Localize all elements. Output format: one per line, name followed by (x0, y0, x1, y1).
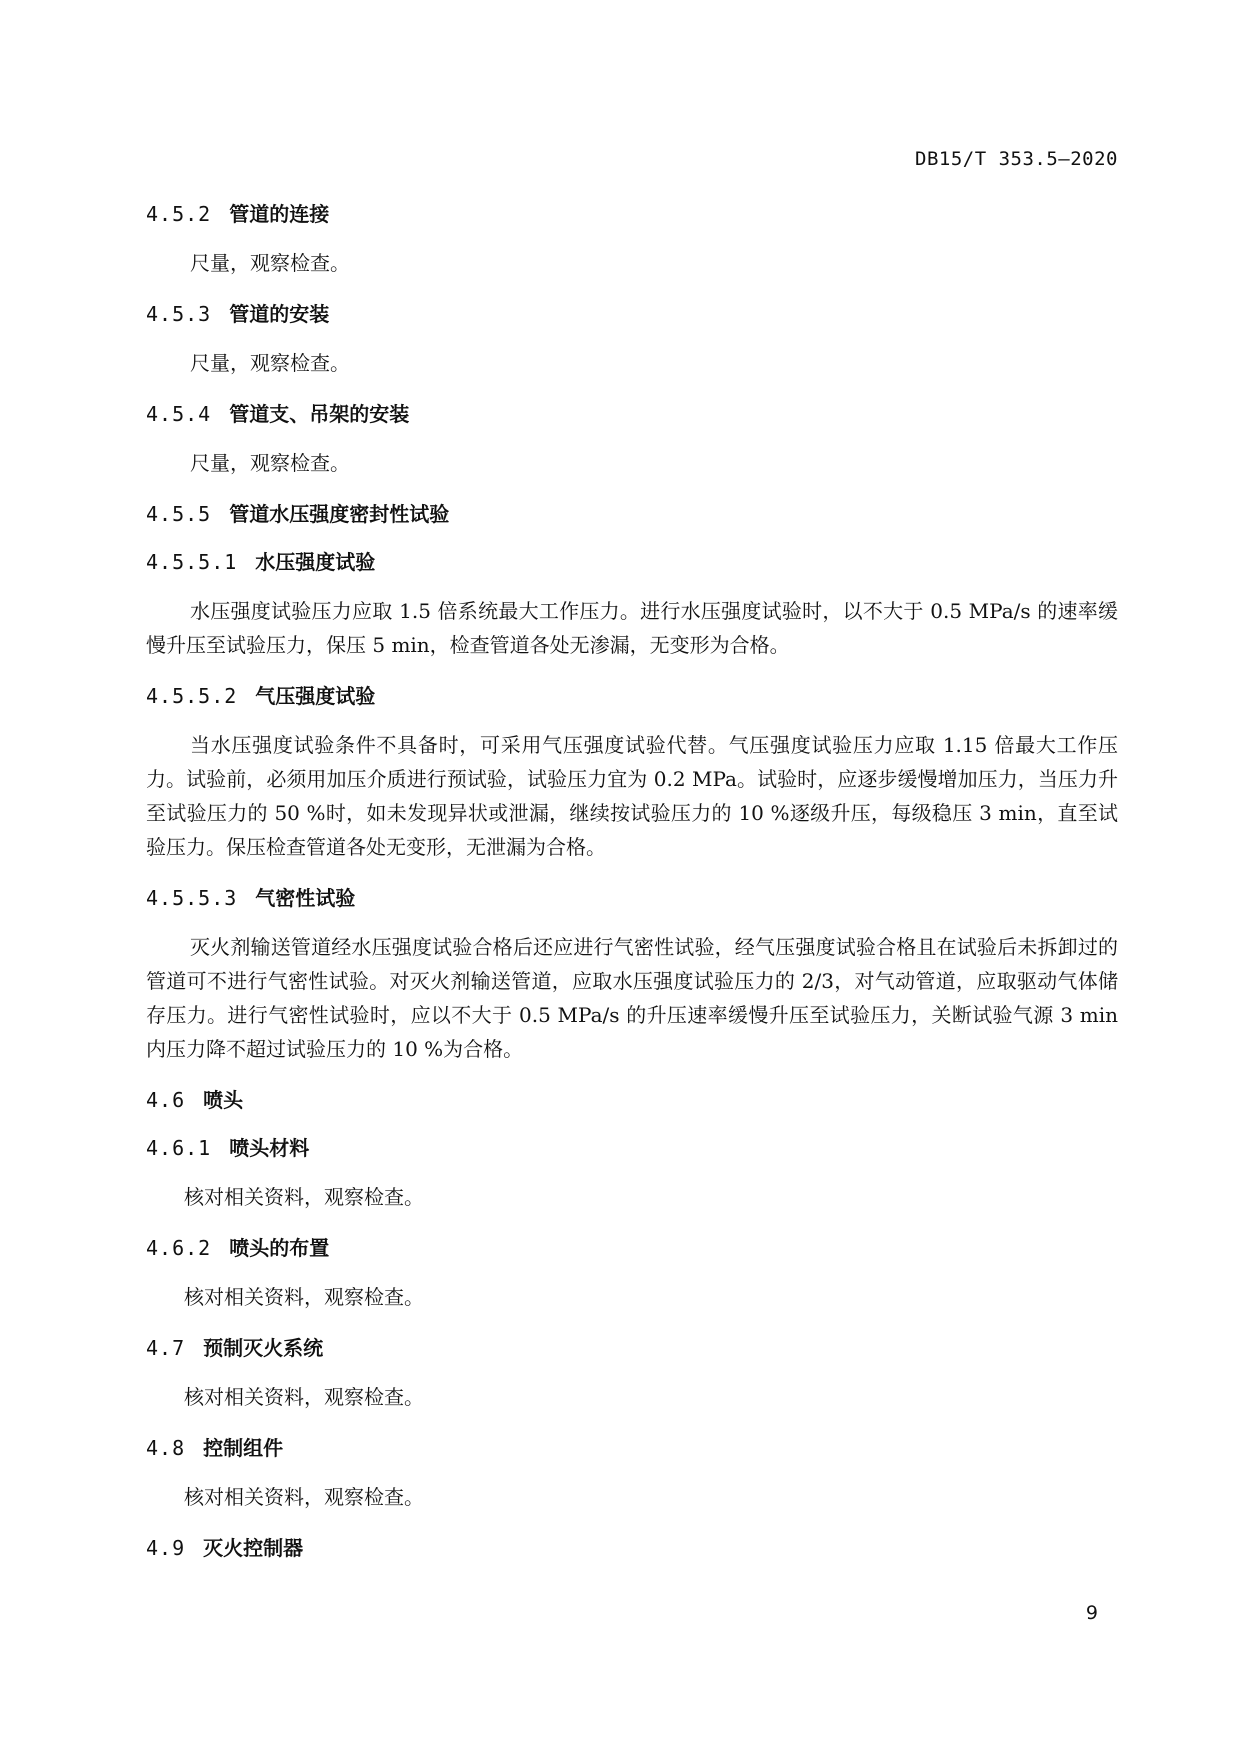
paragraph: 尺量，观察检查。 (190, 451, 350, 475)
section-heading-4-6: 4.6 喷头 (146, 1088, 244, 1112)
document-body (146, 198, 1118, 1564)
paragraph: 水压强度试验压力应取 1.5 倍系统最大工作压力。进行水压强度试验时，以不大于 0.5 MPa/s 的速率缓慢升压至试验压力，保压 5 min，检查管道各处无渗漏，无变形为合格。 (146, 599, 1118, 657)
paragraph: 尺量，观察检查。 (190, 351, 350, 375)
section-heading-4-9: 4.9 灭火控制器 (146, 1536, 304, 1560)
section-heading-4-5-5: 4.5.5 管道水压强度密封性试验 (146, 502, 450, 526)
section-heading-4-5-5-2: 4.5.5.2 气压强度试验 (146, 684, 376, 708)
paragraph: 核对相关资料，观察检查。 (184, 1185, 424, 1209)
section-heading-4-8: 4.8 控制组件 (146, 1436, 284, 1460)
paragraph: 核对相关资料，观察检查。 (184, 1385, 424, 1409)
paragraph: 当水压强度试验条件不具备时，可采用气压强度试验代替。气压强度试验压力应取 1.15 倍最大工作压力。试验前，必须用加压介质进行预试验，试验压力宜为 0.2 MPa。试验时，应逐步缓慢增加压力，当压力升至试验压力的 50 %时，如未发现异状或泄漏，继续按试验压力的 10 %逐级升压，每级稳压 3 min，直至试验压力。保压检查管道各处无变形，无泄漏为合格。 (146, 733, 1118, 859)
document-code: DB15/T 353.5—2020 (915, 148, 1118, 170)
paragraph: 灭火剂输送管道经水压强度试验合格后还应进行气密性试验，经气压强度试验合格且在试验后未拆卸过的管道可不进行气密性试验。对灭火剂输送管道，应取水压强度试验压力的 2/3，对气动管道，应取驱动气体储存压力。进行气密性试验时，应以不大于 0.5 MPa/s 的升压速率缓慢升压至试验压力，关断试验气源 3 min 内压力降不超过试验压力的 10 %为合格。 (146, 935, 1118, 1061)
section-heading-4-5-4: 4.5.4 管道支、吊架的安装 (146, 402, 410, 426)
section-heading-4-5-5-3: 4.5.5.3 气密性试验 (146, 886, 356, 910)
section-heading-4-6-1: 4.6.1 喷头材料 (146, 1136, 310, 1160)
section-heading-4-5-2: 4.5.2 管道的连接 (146, 202, 330, 226)
section-heading-4-5-5-1: 4.5.5.1 水压强度试验 (146, 550, 376, 574)
section-heading-4-7: 4.7 预制灭火系统 (146, 1336, 324, 1360)
page-number: 9 (1085, 1602, 1098, 1624)
paragraph: 尺量，观察检查。 (190, 251, 350, 275)
paragraph: 核对相关资料，观察检查。 (184, 1485, 424, 1509)
paragraph: 核对相关资料，观察检查。 (184, 1285, 424, 1309)
section-heading-4-5-3: 4.5.3 管道的安装 (146, 302, 330, 326)
section-heading-4-6-2: 4.6.2 喷头的布置 (146, 1236, 330, 1260)
